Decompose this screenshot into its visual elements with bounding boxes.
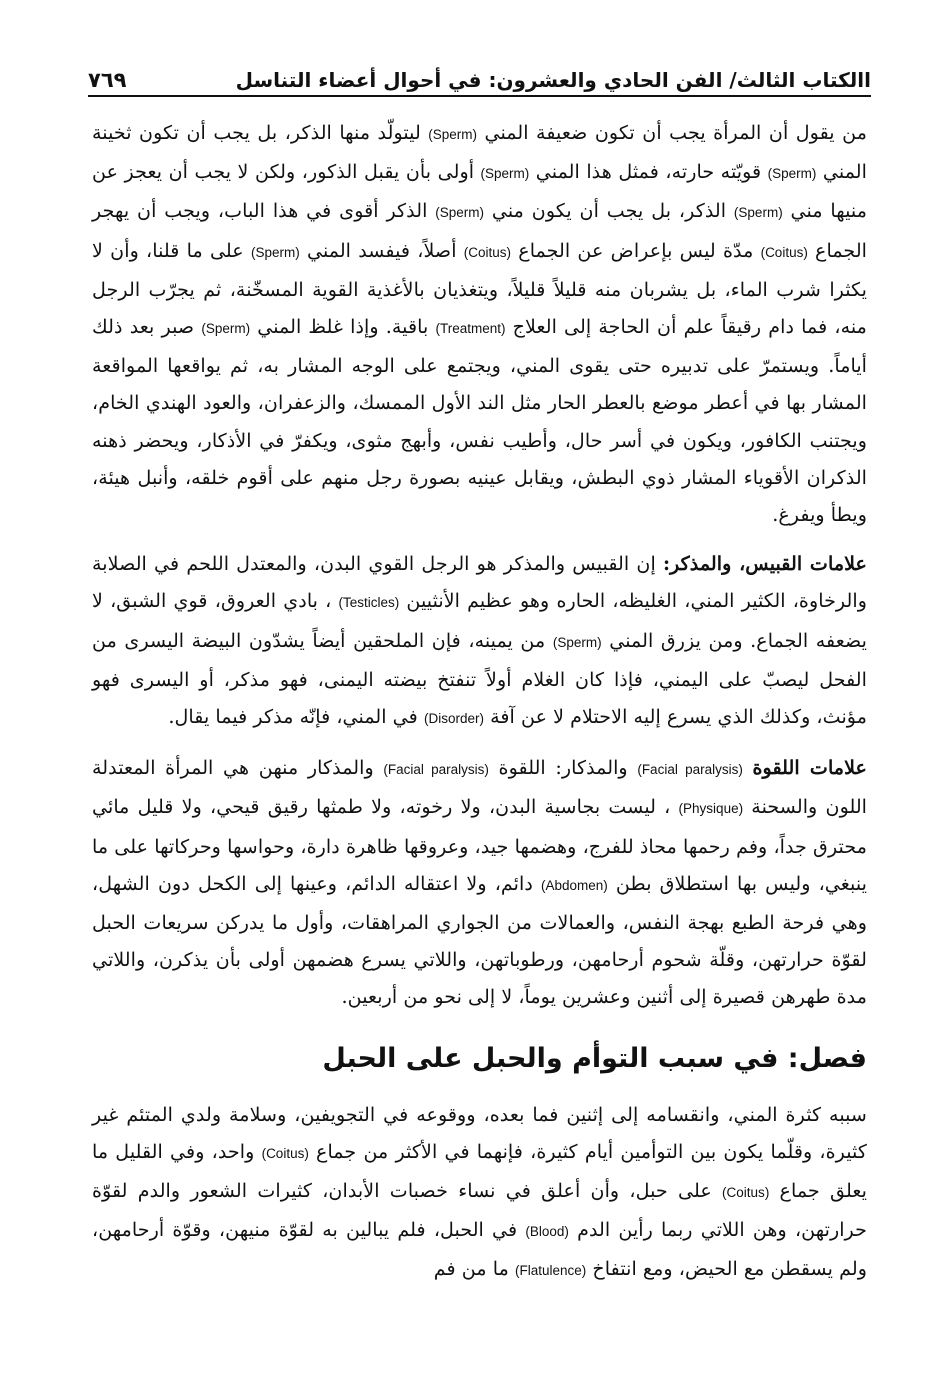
text-run: الذكر أقوى في هذا الباب، ويجب أن يهجر الجماع (92, 199, 867, 262)
text-run: والمذكار: اللقوة (498, 756, 628, 780)
text-run: واحد، وفي القليل ما يعلق جماع (92, 1139, 867, 1203)
text-run: ، ليست بجاسية البدن، ولا رخوته، ولا طمثها رقيق قيحي، ولا قليل مائي محترق جداً، وفم رحمها محاذ للفرج، وهضمها جيد، وعروقها ظاهرة دارة، وحواسها وحركاتها على ما ينبغي، وليس بها استطلاق بطن (92, 795, 867, 895)
term-coitus: (Coitus) (261, 1145, 309, 1161)
paragraph-twins (92, 1096, 867, 1290)
text-run: ، بادي العروق، قوي الشبق، لا يضعفه الجماع. ومن يزرق المني (92, 589, 867, 652)
paragraph-lead-heading: علامات القبيس، والمذكر: (662, 552, 868, 576)
section-heading: فصل: في سبب التوأم والحبل على الحبل (322, 1042, 867, 1074)
text-run: من يمينه، فإن الملحقين أيضاً يشدّون البيضة اليسرى من الفحل ليصبّ على اليمني، فإذا كان الغلام أولاً تنفتخ بيضته اليمنى، فهو مذكر، أو اليسرى فهو مؤنث، وكذلك الذي يسرع إليه الاحتلام لا عن آفة (92, 628, 867, 729)
term-physique: (Physique) (678, 801, 744, 817)
text-run: باقية. وإذا غلظ المني (257, 315, 429, 339)
text-run: ليتولّد منها الذكر، بل يجب أن تكون ثخينة المني (92, 121, 867, 184)
text-run: قويّته حارته، فمثل هذا المني (535, 160, 762, 184)
text-run: ما من فم (433, 1257, 509, 1281)
running-header (88, 52, 871, 92)
paragraph-conception-male (92, 114, 867, 533)
term-flatulence: (Flatulence) (515, 1263, 587, 1279)
text-run: الذكر، بل يجب أن يكون مني (491, 199, 727, 223)
term-abdomen: (Abdomen) (540, 877, 608, 893)
term-sperm: (Sperm) (552, 634, 602, 650)
text-run: أولى بأن يقبل الذكور، ولكن لا يجب أن يعجز عن منيها مني (92, 160, 867, 223)
term-coitus: (Coitus) (463, 244, 512, 260)
text-run: في الحبل، فلم يبالين به لقوّة منيهن، وقوّة أرحامهن، ولم يسقطن مع الحيض، ومع انتفاخ (92, 1218, 867, 1281)
running-header-title: االكتاب الثالث/ الفن الحادي والعشرون: في أحوال أعضاء التناسل (235, 68, 871, 92)
term-facial-paralysis: (Facial paralysis) (383, 762, 489, 778)
term-blood: (Blood) (525, 1224, 569, 1240)
term-disorder: (Disorder) (423, 711, 484, 727)
term-sperm: (Sperm) (250, 244, 300, 260)
text-run: على ما قلنا، وأن لا يكثرا شرب الماء، بل يشربان منه قليلاً قليلاً، ويتغذيان بالأغذية القوية المسخّنة، ثم يجرّب الرجل منه، فما دام رقيقاً علم أن الحاجة إلى العلاج (92, 238, 867, 339)
term-facial-paralysis: (Facial paralysis) (637, 762, 743, 778)
term-coitus: (Coitus) (760, 244, 808, 260)
header-rule (88, 95, 871, 97)
page-number: ٧٦٩ (88, 68, 127, 92)
paragraph-gap (92, 737, 867, 749)
term-sperm: (Sperm) (480, 166, 530, 182)
text-run: مدّة ليس بإعراض عن الجماع (518, 238, 754, 262)
text-run: إن القبيس والمذكر هو الرجل القوي البدن، والمعتدل اللحم في الصلابة والرخاوة، الكثير المني، الغليظه، الحاره وهو عظيم الأنثيين (92, 552, 867, 613)
text-run: صبر بعد ذلك أياماً. ويستمرّ على تدبيره حتى يقوى المني، ويجتمع على الوجه المشار به، ثم يواقعها المواقعة المشار بها في أعطر موضع بالعطر الحار مثل الند الأول الممسك، والزعفران، والعود الهندي الخام، ويجتنب الكافور، ويكون في أسر حال، وأطيب نفس، وأبهج مثوى، ويكفرّ في الأذكار، ويحضر ذهنه الذكران الأقوياء المشار ذوي البطش، ويقابل عينيه بصورة رجل منهم على أقوم خلقه، وأنبل هيئة، ويطأ ويفرغ. (92, 315, 867, 527)
term-sperm: (Sperm) (733, 205, 783, 221)
paragraph-signs-female (92, 749, 867, 1015)
text-run: والمذكار منهن هي المرأة المعتدلة اللون والسحنة (92, 756, 868, 819)
term-sperm: (Sperm) (201, 321, 251, 337)
paragraph-signs-male (92, 545, 867, 737)
text-run: سببه كثرة المني، وانقسامه إلى إثنين فما بعده، ووقوعه في التجويفين، وسلامة ولدي المتئم غير كثيرة، وقلّما يكون بين التوأمين أيام كثيرة، فإنهما في الأكثر من جماع (92, 1102, 867, 1163)
term-coitus: (Coitus) (722, 1185, 770, 1201)
term-sperm: (Sperm) (767, 166, 817, 182)
paragraph-gap (92, 533, 867, 545)
text-run: دائم، ولا اعتقاله الدائم، وعينها إلى الكحل دون الشهل، وهي فرحة الطبع بهجة النفس، والعمالات من الجواري المراهقات، وأول ما يدركن سريعات الحبل لقوّة حرارتهن، وقلّة شحوم أرحامهن، ورطوباتهن، واللاتي يسرع هضمهن أولى بأن يذكرن، واللاتي مدة طهرهن قصيرة إلى أثنين وعشرين يوماً، لا إلى نحو من أربعين. (92, 871, 867, 1009)
term-treatment: (Treatment) (435, 321, 506, 337)
term-sperm: (Sperm) (428, 127, 478, 142)
text-run: أصلاً، فيفسد المني (306, 238, 457, 262)
term-sperm: (Sperm) (435, 205, 485, 221)
text-run: على حبل، وأن أعلق في نساء خصبات الأبدان، كثيرات الشعور والدم لقوّة حرارتهن، وهن اللاتي ربما رأين الدم (92, 1179, 867, 1242)
text-run: من يقول أن المرأة يجب أن تكون ضعيفة المني (484, 121, 867, 144)
page-body (92, 114, 867, 1290)
text-run: في المني، فإنّه مذكر فيما يقال. (168, 705, 418, 729)
term-testicles: (Testicles) (338, 595, 400, 611)
paragraph-lead-heading: علامات اللقوة (752, 756, 867, 780)
